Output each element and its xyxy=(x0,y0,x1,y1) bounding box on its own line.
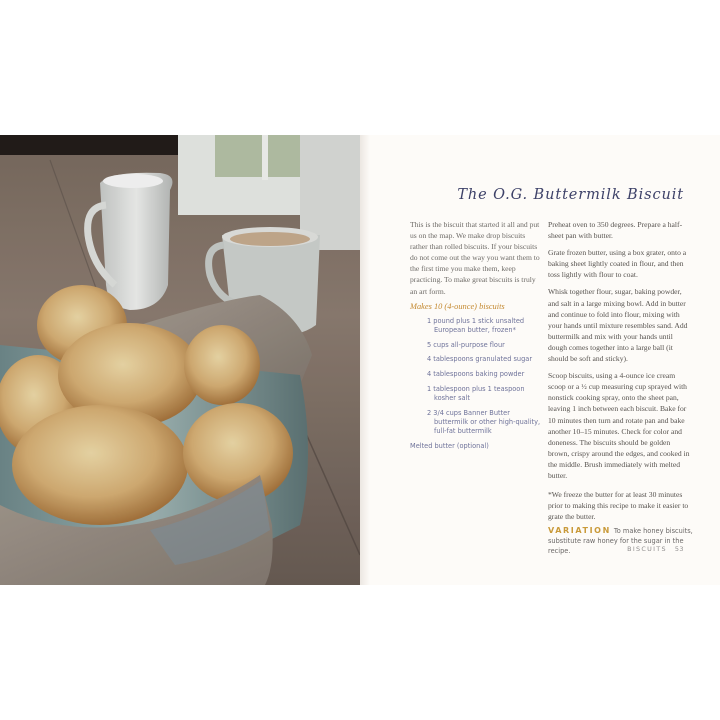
ingredient-item: 1 pound plus 1 stick unsalted European butter, frozen* xyxy=(427,316,525,334)
method-step: Grate frozen butter, using a box grater, onto a baking sheet lightly coated in flour, and then toss lightly with flour to coat. xyxy=(548,248,687,280)
recipe-intro: This is the biscuit that started it all and put us on the map. We make drop biscuits rather than rolled biscuits. If your biscuits do not come out the way you want them to the first time you make them, keep practicing. To make great biscuits is truly an art form. xyxy=(410,220,540,296)
footnote: *We freeze the butter for at least 30 minutes prior to making this recipe to make it easier to grate the butter. xyxy=(548,490,689,522)
method-step: Whisk together flour, sugar, baking powder, and salt in a large mixing bowl. Add in butter and continue to fold into flour, mixing with your hands until mixture resembles sand. Add buttermilk and mix with your hands until dough comes together into a large ball (it should be soft and sticky). xyxy=(548,287,688,364)
recipe-title: The O.G. Buttermilk Biscuit xyxy=(457,187,684,203)
variation-label: VARIATION xyxy=(548,526,611,536)
method-step: Preheat oven to 350 degrees. Prepare a half-sheet pan with butter. xyxy=(548,220,683,241)
section-name: BISCUITS xyxy=(627,545,667,553)
ingredient-item: 4 tablespoons granulated sugar xyxy=(427,355,533,364)
ingredient-item: 1 tablespoon plus 1 teaspoon kosher salt xyxy=(427,385,525,403)
ingredient-item: 2 3/4 cups Banner Butter buttermilk or other high-quality, full-fat buttermilk xyxy=(427,409,541,436)
method-step: Scoop biscuits, using a 4-ounce ice cream scoop or a ½ cup measuring cup sprayed with nonstick cooking spray, onto the sheet pan, leaving 1 inch between each biscuit. Bake for 10 minutes then turn and rotate pan and bake another 10–15 minutes. Check for color and doneness. The biscuits should be golden brown, crispy around the edges, and cooked in the middle. Brush immediately with melted butter. xyxy=(548,371,690,480)
recipe-page xyxy=(360,135,720,585)
book-spread xyxy=(0,135,720,585)
recipe-yield: Makes 10 (4-ounce) biscuits xyxy=(410,301,505,311)
variation-text: To make honey biscuits, substitute raw honey for the sugar in the recipe. xyxy=(548,527,693,556)
ingredient-item: 5 cups all-purpose flour xyxy=(427,340,505,349)
ingredient-item: 4 tablespoons baking powder xyxy=(427,370,525,379)
ingredient-list xyxy=(410,317,542,452)
biscuit-photo xyxy=(0,135,360,585)
ingredient-item-optional: Melted butter (optional) xyxy=(410,442,489,451)
right-column xyxy=(548,219,693,556)
page-number: 53 xyxy=(674,545,684,553)
page-gutter xyxy=(360,135,370,585)
left-column xyxy=(410,219,542,457)
page-footer xyxy=(627,545,684,553)
